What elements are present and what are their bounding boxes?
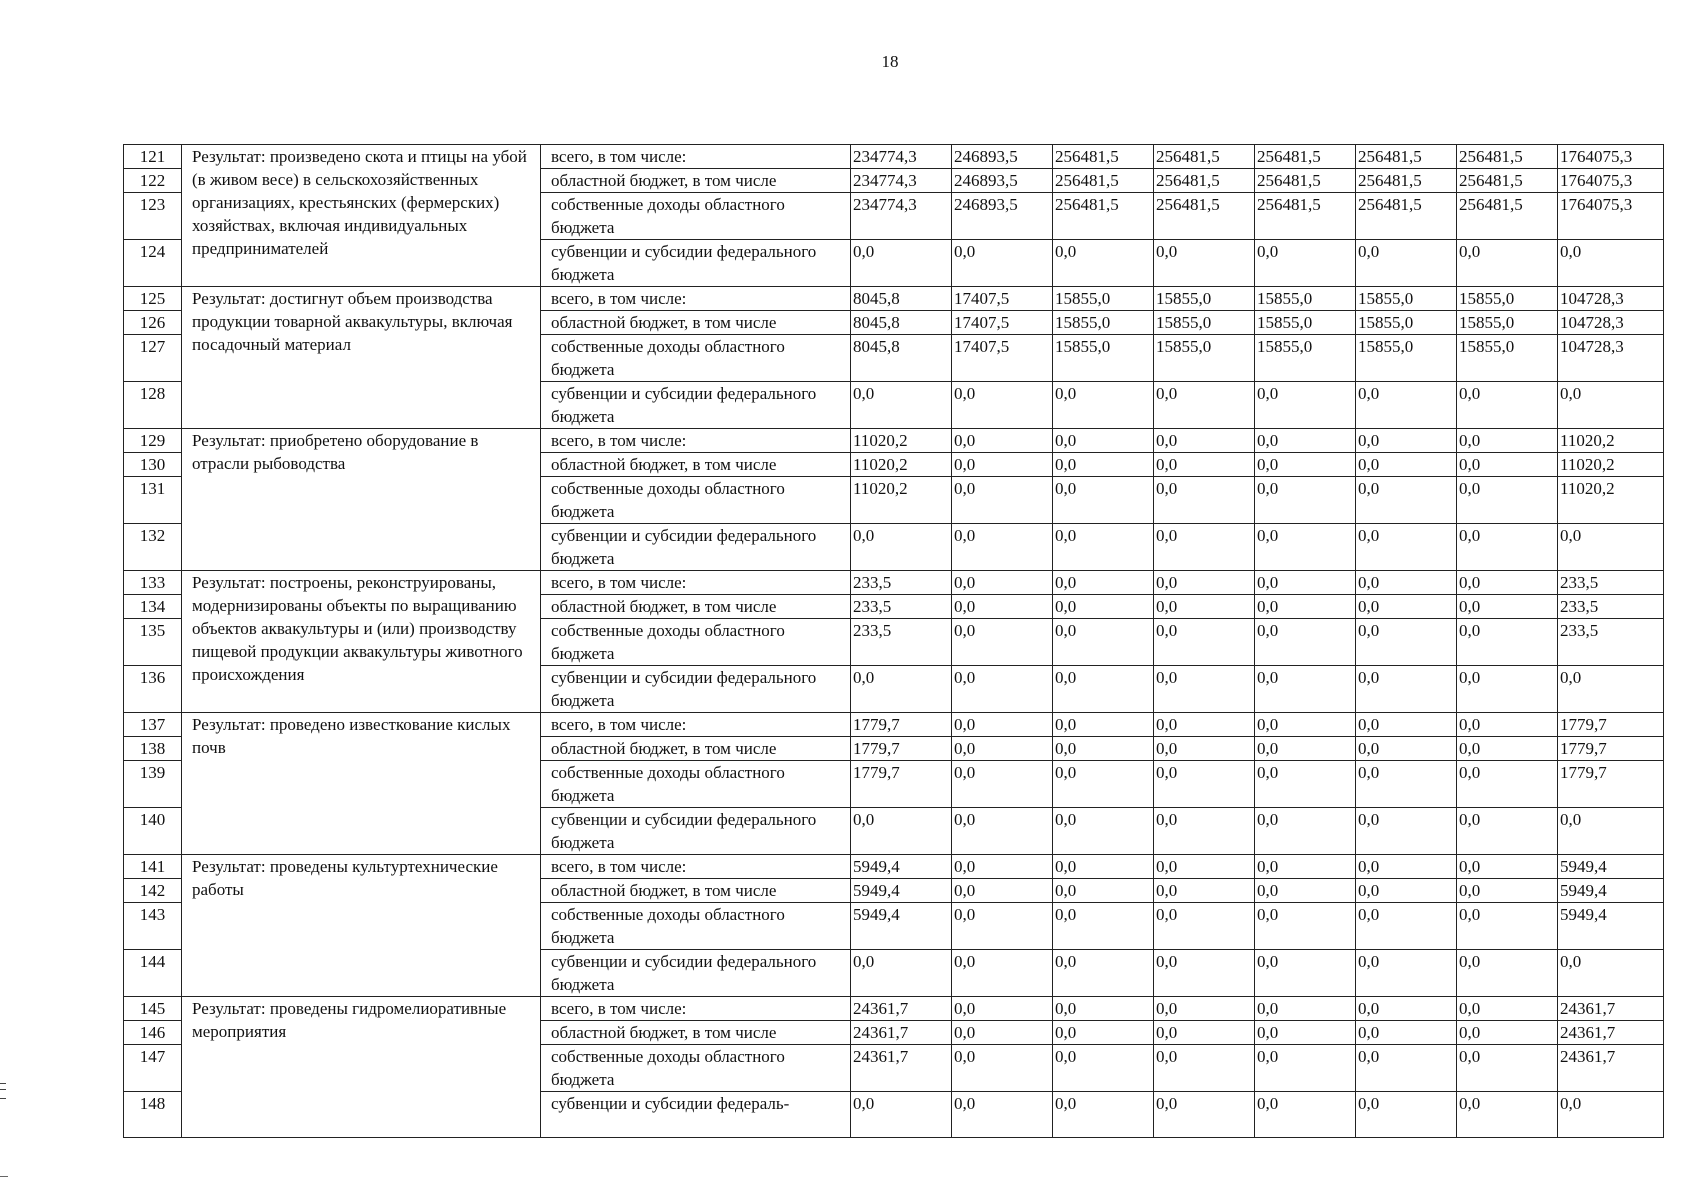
year-value: 0,0 <box>851 950 952 997</box>
year-value: 234774,3 <box>851 145 952 169</box>
year-value: 0,0 <box>1154 571 1255 595</box>
row-number: 139 <box>124 761 182 808</box>
year-value: 0,0 <box>1356 1045 1457 1092</box>
table-row <box>124 429 1664 453</box>
year-value: 0,0 <box>1053 1092 1154 1138</box>
funding-source: собственные доходы областного бюджета <box>541 1045 851 1092</box>
year-value: 256481,5 <box>1154 169 1255 193</box>
year-value: 8045,8 <box>851 335 952 382</box>
year-value: 0,0 <box>1457 619 1558 666</box>
year-value: 0,0 <box>851 666 952 713</box>
year-value: 0,0 <box>851 1092 952 1138</box>
funding-source: собственные доходы областного бюджета <box>541 193 851 240</box>
total-value: 0,0 <box>1558 240 1664 287</box>
total-value: 11020,2 <box>1558 477 1664 524</box>
funding-source: всего, в том числе: <box>541 145 851 169</box>
row-number: 147 <box>124 1045 182 1092</box>
scan-edge-dash <box>0 1176 8 1177</box>
year-value: 0,0 <box>1053 713 1154 737</box>
year-value: 0,0 <box>1053 1021 1154 1045</box>
year-value: 15855,0 <box>1356 287 1457 311</box>
year-value: 0,0 <box>1154 240 1255 287</box>
year-value: 0,0 <box>1255 595 1356 619</box>
year-value: 0,0 <box>1255 1092 1356 1138</box>
row-number: 129 <box>124 429 182 453</box>
total-value: 104728,3 <box>1558 311 1664 335</box>
total-value: 233,5 <box>1558 571 1664 595</box>
year-value: 0,0 <box>1255 666 1356 713</box>
row-number: 138 <box>124 737 182 761</box>
total-value: 1764075,3 <box>1558 193 1664 240</box>
year-value: 0,0 <box>952 1021 1053 1045</box>
year-value: 15855,0 <box>1356 335 1457 382</box>
year-value: 0,0 <box>1457 382 1558 429</box>
funding-source: всего, в том числе: <box>541 997 851 1021</box>
year-value: 0,0 <box>1255 1045 1356 1092</box>
row-number: 133 <box>124 571 182 595</box>
year-value: 0,0 <box>952 666 1053 713</box>
budget-table <box>123 144 1664 1138</box>
year-value: 0,0 <box>1457 1021 1558 1045</box>
year-value: 0,0 <box>1154 737 1255 761</box>
year-value: 0,0 <box>1053 571 1154 595</box>
row-number: 134 <box>124 595 182 619</box>
row-number: 143 <box>124 903 182 950</box>
year-value: 11020,2 <box>851 477 952 524</box>
funding-source: субвенции и субсидии федерального бюджета <box>541 950 851 997</box>
year-value: 0,0 <box>1255 808 1356 855</box>
total-value: 0,0 <box>1558 1092 1664 1138</box>
year-value: 0,0 <box>952 571 1053 595</box>
row-number: 126 <box>124 311 182 335</box>
table-row <box>124 145 1664 169</box>
result-description: Результат: произведено скота и птицы на убой (в живом весе) в сельскохозяйственных организациях, крестьянских (фермерских) хозяйствах, включая индивидуальных предпринимателей <box>182 145 541 287</box>
year-value: 0,0 <box>1053 737 1154 761</box>
year-value: 15855,0 <box>1457 335 1558 382</box>
year-value: 0,0 <box>1154 879 1255 903</box>
total-value: 5949,4 <box>1558 903 1664 950</box>
year-value: 0,0 <box>1053 524 1154 571</box>
total-value: 233,5 <box>1558 619 1664 666</box>
year-value: 0,0 <box>952 524 1053 571</box>
funding-source: областной бюджет, в том числе <box>541 595 851 619</box>
year-value: 0,0 <box>1255 997 1356 1021</box>
year-value: 256481,5 <box>1053 145 1154 169</box>
year-value: 0,0 <box>1356 429 1457 453</box>
year-value: 0,0 <box>1356 619 1457 666</box>
year-value: 0,0 <box>1154 619 1255 666</box>
year-value: 0,0 <box>1255 524 1356 571</box>
total-value: 24361,7 <box>1558 1021 1664 1045</box>
year-value: 0,0 <box>1457 713 1558 737</box>
year-value: 15855,0 <box>1255 287 1356 311</box>
year-value: 246893,5 <box>952 145 1053 169</box>
row-number: 122 <box>124 169 182 193</box>
year-value: 17407,5 <box>952 311 1053 335</box>
row-number: 141 <box>124 855 182 879</box>
row-number: 135 <box>124 619 182 666</box>
year-value: 0,0 <box>952 737 1053 761</box>
year-value: 0,0 <box>1255 903 1356 950</box>
total-value: 1779,7 <box>1558 713 1664 737</box>
year-value: 0,0 <box>1457 1045 1558 1092</box>
year-value: 0,0 <box>1154 477 1255 524</box>
page-number: 18 <box>881 52 899 71</box>
total-value: 0,0 <box>1558 666 1664 713</box>
year-value: 0,0 <box>1457 737 1558 761</box>
total-value: 11020,2 <box>1558 429 1664 453</box>
year-value: 0,0 <box>1053 761 1154 808</box>
year-value: 0,0 <box>1457 808 1558 855</box>
year-value: 0,0 <box>1457 997 1558 1021</box>
row-number: 146 <box>124 1021 182 1045</box>
row-number: 131 <box>124 477 182 524</box>
year-value: 5949,4 <box>851 903 952 950</box>
year-value: 0,0 <box>1457 595 1558 619</box>
total-value: 1779,7 <box>1558 737 1664 761</box>
year-value: 0,0 <box>1053 855 1154 879</box>
year-value: 1779,7 <box>851 761 952 808</box>
year-value: 256481,5 <box>1154 193 1255 240</box>
year-value: 0,0 <box>1356 737 1457 761</box>
year-value: 0,0 <box>1255 855 1356 879</box>
year-value: 0,0 <box>1154 382 1255 429</box>
year-value: 256481,5 <box>1457 193 1558 240</box>
funding-source: областной бюджет, в том числе <box>541 453 851 477</box>
result-description: Результат: приобретено оборудование в отрасли рыбоводства <box>182 429 541 571</box>
funding-source: всего, в том числе: <box>541 571 851 595</box>
year-value: 233,5 <box>851 571 952 595</box>
table-row <box>124 713 1664 737</box>
year-value: 234774,3 <box>851 193 952 240</box>
year-value: 0,0 <box>952 808 1053 855</box>
funding-source: субвенции и субсидии федерального бюджета <box>541 808 851 855</box>
year-value: 256481,5 <box>1356 193 1457 240</box>
year-value: 0,0 <box>1154 997 1255 1021</box>
year-value: 256481,5 <box>1053 169 1154 193</box>
year-value: 0,0 <box>851 382 952 429</box>
year-value: 0,0 <box>851 808 952 855</box>
scan-edge-mark <box>0 1083 6 1099</box>
year-value: 0,0 <box>1053 382 1154 429</box>
funding-source: субвенции и субсидии федерального бюджета <box>541 524 851 571</box>
year-value: 0,0 <box>1053 879 1154 903</box>
year-value: 0,0 <box>1053 903 1154 950</box>
funding-source: субвенции и субсидии федерального бюджета <box>541 240 851 287</box>
year-value: 0,0 <box>1154 713 1255 737</box>
year-value: 11020,2 <box>851 429 952 453</box>
year-value: 24361,7 <box>851 997 952 1021</box>
year-value: 0,0 <box>1053 477 1154 524</box>
year-value: 0,0 <box>952 619 1053 666</box>
year-value: 8045,8 <box>851 311 952 335</box>
year-value: 0,0 <box>1154 524 1255 571</box>
year-value: 17407,5 <box>952 335 1053 382</box>
result-description: Результат: проведено известкование кислых почв <box>182 713 541 855</box>
year-value: 0,0 <box>1356 903 1457 950</box>
year-value: 0,0 <box>1053 997 1154 1021</box>
total-value: 1764075,3 <box>1558 145 1664 169</box>
year-value: 0,0 <box>1255 713 1356 737</box>
year-value: 0,0 <box>1053 619 1154 666</box>
row-number: 132 <box>124 524 182 571</box>
year-value: 0,0 <box>1356 950 1457 997</box>
year-value: 0,0 <box>952 879 1053 903</box>
row-number: 145 <box>124 997 182 1021</box>
year-value: 0,0 <box>1356 240 1457 287</box>
year-value: 0,0 <box>1154 666 1255 713</box>
year-value: 24361,7 <box>851 1021 952 1045</box>
year-value: 233,5 <box>851 619 952 666</box>
year-value: 0,0 <box>1457 903 1558 950</box>
year-value: 0,0 <box>1154 1021 1255 1045</box>
year-value: 0,0 <box>1255 240 1356 287</box>
year-value: 246893,5 <box>952 193 1053 240</box>
year-value: 0,0 <box>952 997 1053 1021</box>
funding-source: областной бюджет, в том числе <box>541 169 851 193</box>
table-row <box>124 287 1664 311</box>
table-row <box>124 571 1664 595</box>
total-value: 24361,7 <box>1558 997 1664 1021</box>
total-value: 0,0 <box>1558 524 1664 571</box>
year-value: 0,0 <box>1255 477 1356 524</box>
year-value: 0,0 <box>1154 453 1255 477</box>
year-value: 0,0 <box>851 524 952 571</box>
result-description: Результат: построены, реконструированы, модернизированы объекты по выращиванию объектов аквакультуры и (или) производству пищевой продукции аквакультуры животного происхождения <box>182 571 541 713</box>
year-value: 0,0 <box>1255 382 1356 429</box>
total-value: 11020,2 <box>1558 453 1664 477</box>
year-value: 0,0 <box>1356 477 1457 524</box>
total-value: 5949,4 <box>1558 879 1664 903</box>
funding-source: всего, в том числе: <box>541 287 851 311</box>
funding-source: всего, в том числе: <box>541 429 851 453</box>
year-value: 256481,5 <box>1356 169 1457 193</box>
year-value: 0,0 <box>1356 997 1457 1021</box>
total-value: 104728,3 <box>1558 335 1664 382</box>
row-number: 137 <box>124 713 182 737</box>
year-value: 0,0 <box>1457 453 1558 477</box>
year-value: 15855,0 <box>1255 311 1356 335</box>
year-value: 0,0 <box>1255 950 1356 997</box>
year-value: 0,0 <box>1356 1092 1457 1138</box>
funding-source: собственные доходы областного бюджета <box>541 761 851 808</box>
year-value: 0,0 <box>1255 571 1356 595</box>
year-value: 1779,7 <box>851 713 952 737</box>
year-value: 0,0 <box>952 1092 1053 1138</box>
funding-source: субвенции и субсидии федерального бюджета <box>541 382 851 429</box>
year-value: 24361,7 <box>851 1045 952 1092</box>
year-value: 0,0 <box>1457 477 1558 524</box>
year-value: 5949,4 <box>851 855 952 879</box>
year-value: 0,0 <box>1154 761 1255 808</box>
year-value: 0,0 <box>1356 524 1457 571</box>
year-value: 233,5 <box>851 595 952 619</box>
year-value: 0,0 <box>1356 761 1457 808</box>
year-value: 8045,8 <box>851 287 952 311</box>
funding-source: всего, в том числе: <box>541 855 851 879</box>
row-number: 124 <box>124 240 182 287</box>
row-number: 123 <box>124 193 182 240</box>
year-value: 0,0 <box>1356 382 1457 429</box>
year-value: 0,0 <box>1457 761 1558 808</box>
year-value: 0,0 <box>1356 879 1457 903</box>
year-value: 0,0 <box>952 382 1053 429</box>
row-number: 148 <box>124 1092 182 1138</box>
funding-source: собственные доходы областного бюджета <box>541 335 851 382</box>
row-number: 125 <box>124 287 182 311</box>
year-value: 0,0 <box>952 950 1053 997</box>
year-value: 15855,0 <box>1154 335 1255 382</box>
year-value: 0,0 <box>1457 240 1558 287</box>
total-value: 1764075,3 <box>1558 169 1664 193</box>
total-value: 0,0 <box>1558 808 1664 855</box>
year-value: 0,0 <box>1154 1045 1255 1092</box>
year-value: 256481,5 <box>1255 169 1356 193</box>
year-value: 0,0 <box>1154 1092 1255 1138</box>
year-value: 256481,5 <box>1154 145 1255 169</box>
funding-source: собственные доходы областного бюджета <box>541 619 851 666</box>
year-value: 0,0 <box>952 429 1053 453</box>
year-value: 0,0 <box>1356 571 1457 595</box>
year-value: 15855,0 <box>1053 311 1154 335</box>
year-value: 0,0 <box>1457 855 1558 879</box>
row-number: 144 <box>124 950 182 997</box>
year-value: 0,0 <box>1154 855 1255 879</box>
year-value: 0,0 <box>1255 453 1356 477</box>
year-value: 0,0 <box>1154 903 1255 950</box>
year-value: 0,0 <box>1053 429 1154 453</box>
year-value: 0,0 <box>1255 619 1356 666</box>
year-value: 0,0 <box>952 1045 1053 1092</box>
year-value: 0,0 <box>1457 429 1558 453</box>
funding-source: областной бюджет, в том числе <box>541 311 851 335</box>
table-row <box>124 855 1664 879</box>
year-value: 0,0 <box>1255 761 1356 808</box>
year-value: 246893,5 <box>952 169 1053 193</box>
year-value: 0,0 <box>1457 879 1558 903</box>
year-value: 0,0 <box>952 240 1053 287</box>
total-value: 1779,7 <box>1558 761 1664 808</box>
year-value: 0,0 <box>952 855 1053 879</box>
funding-source: всего, в том числе: <box>541 713 851 737</box>
year-value: 0,0 <box>1053 1045 1154 1092</box>
funding-source: субвенции и субсидии федерального бюджета <box>541 666 851 713</box>
row-number: 128 <box>124 382 182 429</box>
year-value: 15855,0 <box>1053 287 1154 311</box>
year-value: 0,0 <box>1457 950 1558 997</box>
year-value: 0,0 <box>1457 571 1558 595</box>
year-value: 15855,0 <box>1457 311 1558 335</box>
year-value: 0,0 <box>952 761 1053 808</box>
year-value: 0,0 <box>1154 429 1255 453</box>
year-value: 0,0 <box>1255 429 1356 453</box>
year-value: 234774,3 <box>851 169 952 193</box>
year-value: 0,0 <box>952 903 1053 950</box>
year-value: 256481,5 <box>1255 145 1356 169</box>
row-number: 127 <box>124 335 182 382</box>
row-number: 121 <box>124 145 182 169</box>
row-number: 142 <box>124 879 182 903</box>
year-value: 256481,5 <box>1255 193 1356 240</box>
total-value: 233,5 <box>1558 595 1664 619</box>
funding-source: областной бюджет, в том числе <box>541 879 851 903</box>
year-value: 1779,7 <box>851 737 952 761</box>
row-number: 130 <box>124 453 182 477</box>
funding-source: собственные доходы областного бюджета <box>541 477 851 524</box>
year-value: 0,0 <box>1053 453 1154 477</box>
year-value: 0,0 <box>1255 737 1356 761</box>
total-value: 5949,4 <box>1558 855 1664 879</box>
row-number: 140 <box>124 808 182 855</box>
year-value: 0,0 <box>1255 879 1356 903</box>
year-value: 0,0 <box>1154 808 1255 855</box>
year-value: 256481,5 <box>1053 193 1154 240</box>
year-value: 15855,0 <box>1255 335 1356 382</box>
year-value: 15855,0 <box>1154 287 1255 311</box>
year-value: 0,0 <box>1356 666 1457 713</box>
year-value: 0,0 <box>1356 595 1457 619</box>
year-value: 0,0 <box>952 595 1053 619</box>
year-value: 17407,5 <box>952 287 1053 311</box>
year-value: 15855,0 <box>1154 311 1255 335</box>
year-value: 0,0 <box>952 713 1053 737</box>
year-value: 0,0 <box>952 453 1053 477</box>
year-value: 0,0 <box>1356 1021 1457 1045</box>
total-value: 0,0 <box>1558 950 1664 997</box>
result-description: Результат: достигнут объем производства продукции товарной аквакультуры, включая посадочный материал <box>182 287 541 429</box>
result-description: Результат: проведены культуртехнические работы <box>182 855 541 997</box>
year-value: 0,0 <box>1154 950 1255 997</box>
year-value: 0,0 <box>952 477 1053 524</box>
row-number: 136 <box>124 666 182 713</box>
year-value: 0,0 <box>1356 713 1457 737</box>
year-value: 256481,5 <box>1457 145 1558 169</box>
table-body <box>124 145 1664 1138</box>
total-value: 24361,7 <box>1558 1045 1664 1092</box>
year-value: 0,0 <box>1154 595 1255 619</box>
year-value: 0,0 <box>1356 808 1457 855</box>
year-value: 5949,4 <box>851 879 952 903</box>
year-value: 0,0 <box>1255 1021 1356 1045</box>
year-value: 256481,5 <box>1356 145 1457 169</box>
year-value: 0,0 <box>1457 666 1558 713</box>
year-value: 0,0 <box>1457 524 1558 571</box>
funding-source: собственные доходы областного бюджета <box>541 903 851 950</box>
year-value: 15855,0 <box>1053 335 1154 382</box>
result-description: Результат: проведены гидромелиоративные мероприятия <box>182 997 541 1138</box>
funding-source: областной бюджет, в том числе <box>541 1021 851 1045</box>
year-value: 0,0 <box>1053 595 1154 619</box>
year-value: 0,0 <box>1053 950 1154 997</box>
year-value: 0,0 <box>1457 1092 1558 1138</box>
year-value: 15855,0 <box>1457 287 1558 311</box>
funding-source: областной бюджет, в том числе <box>541 737 851 761</box>
year-value: 0,0 <box>1356 855 1457 879</box>
total-value: 104728,3 <box>1558 287 1664 311</box>
total-value: 0,0 <box>1558 382 1664 429</box>
table-row <box>124 997 1664 1021</box>
year-value: 0,0 <box>1053 240 1154 287</box>
year-value: 11020,2 <box>851 453 952 477</box>
year-value: 15855,0 <box>1356 311 1457 335</box>
funding-source: субвенции и субсидии федераль- <box>541 1092 851 1138</box>
year-value: 0,0 <box>851 240 952 287</box>
year-value: 256481,5 <box>1457 169 1558 193</box>
year-value: 0,0 <box>1053 808 1154 855</box>
year-value: 0,0 <box>1356 453 1457 477</box>
year-value: 0,0 <box>1053 666 1154 713</box>
